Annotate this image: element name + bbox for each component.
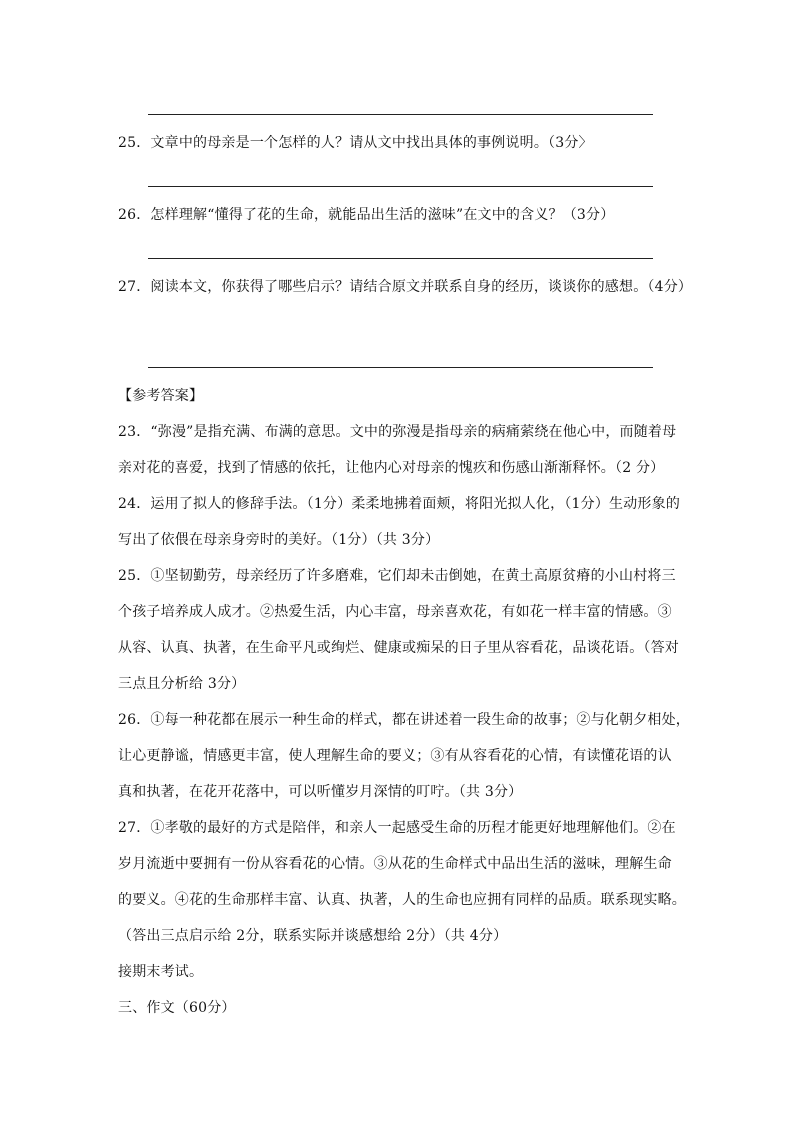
answer-blank-line — [148, 186, 653, 187]
answer-26-line-2: 让心更静谧，情感更丰富，使人理解生命的要义；③有从容看花的心情，有读懂花语的认 — [118, 748, 672, 764]
answer-26-line-1: 26．①每一种花都在展示一种生命的样式，都在讲述着一段生命的故事；②与化朝夕相处， — [118, 712, 691, 728]
answer-blank-line — [148, 258, 653, 259]
answer-key-header: 【参考答案】 — [118, 388, 204, 404]
question-25: 25．文章中的母亲是一个怎样的人？请从文中找出具体的事例说明。（3分〉 — [118, 135, 593, 151]
section-heading-composition: 三、作文（60分） — [118, 1000, 236, 1016]
question-27: 27．阅读本文，你获得了哪些启示？请结合原文并联系自身的经历，谈谈你的感想。（4分） — [118, 279, 693, 295]
answer-blank-line — [148, 367, 653, 368]
answer-25-line-4: 三点且分析给 3分） — [118, 676, 246, 692]
answer-27-line-3: 的要义。④花的生命那样丰富、认真、执著，人的生命也应拥有同样的品质。联系现实略。 — [118, 892, 686, 908]
answer-24-line-2: 写出了依偎在母亲身旁时的美好。（1分）（共 3分） — [118, 532, 440, 548]
answer-25-line-3: 从容、认真、执著，在生命平凡或绚烂、健康或痴呆的日子里从容看花，品谈花语。（答对 — [118, 640, 679, 656]
answer-25-line-2: 个孩子培养成人成才。②热爱生活，内心丰富，母亲喜欢花，有如花一样丰富的情感。③ — [118, 604, 672, 620]
question-26: 26．怎样理解“懂得了花的生命，就能品出生活的滋味”在文中的含义？（3分） — [118, 207, 615, 223]
answer-24-line-1: 24．运用了拟人的修辞手法。（1分）柔柔地拂着面颊，将阳光拟人化，（1分）生动形象的 — [118, 496, 681, 512]
answer-26-line-3: 真和执著，在花开花落中，可以听懂岁月深情的叮咛。（共 3分） — [118, 784, 523, 800]
answer-23-line-1: 23．“弥漫”是指充满、布满的意思。文中的弥漫是指母亲的病痛萦绕在他心中，而随着母 — [118, 424, 677, 440]
answer-27-line-2: 岁月流逝中要拥有一份从容看花的心情。③从花的生命样式中品出生活的滋味，理解生命 — [118, 856, 672, 872]
answer-blank-line — [148, 114, 653, 115]
answer-23-line-2: 亲对花的喜爱，找到了情感的依托，让他内心对母亲的愧疚和伤感山渐渐释怀。（2 分） — [118, 460, 665, 476]
answer-27-line-4: （答出三点启示给 2分，联系实际并谈感想给 2分）（共 4分） — [118, 928, 508, 944]
answer-25-line-1: 25．①坚韧勤劳，母亲经历了许多磨难，它们却未击倒她，在黄土高原贫瘠的小山村将三 — [118, 568, 676, 584]
answer-27-line-1: 27．①孝敬的最好的方式是陪伴，和亲人一起感受生命的历程才能更好地理解他们。②在 — [118, 820, 676, 836]
exam-note: 接期末考试。 — [118, 964, 204, 980]
